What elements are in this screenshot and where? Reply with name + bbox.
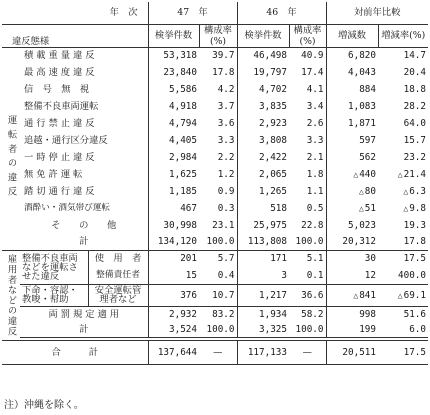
rate-header: 増減率(%): [378, 24, 428, 47]
negative-mark: △: [353, 290, 359, 300]
count47-cell: 53,318: [148, 47, 199, 64]
ratio47-cell: 23.1: [212, 220, 235, 231]
comparison-header: 対前年比較: [326, 2, 428, 24]
count46-cell: 1,934: [237, 306, 289, 322]
rate-cell: [378, 200, 428, 217]
rate-value: 17.5: [403, 253, 426, 265]
count46-cell: 25,975: [237, 217, 289, 234]
ratio47-header: 構成率(%): [199, 24, 237, 47]
negative-mark: △: [358, 187, 364, 196]
employer-subgroup-label: 下命・容認・教唆・幇助: [20, 284, 88, 306]
diff-value: 1,083: [348, 101, 376, 112]
count47-cell: 4,918: [148, 98, 199, 115]
table-row: [2, 166, 428, 183]
ratio47-cell: 0.3: [217, 203, 235, 214]
rate-cell: [378, 217, 428, 234]
rate-value: 9.8: [409, 203, 426, 214]
rate-cell: [378, 306, 428, 322]
rate-value: 64.0: [403, 118, 426, 129]
employer-subgroup-label: 整備不良車両などを運転させた違反: [22, 252, 78, 282]
count46-cell: 171: [237, 250, 289, 267]
count46-cell: 3,808: [237, 132, 289, 149]
rate-value: 15.7: [403, 135, 426, 146]
row-label: 一 時 停 止 違 反: [24, 152, 95, 163]
table-row: [2, 306, 428, 322]
ratio46-cell: 22.8: [301, 220, 324, 231]
row-label: 計: [20, 234, 148, 250]
table-row: [2, 217, 428, 234]
diff-value: 562: [359, 152, 376, 163]
table-row: [2, 132, 428, 149]
rate-value: 23.2: [403, 152, 426, 163]
rate-value: 6.0: [409, 323, 426, 335]
employer-group-label: 雇用者などの違反: [2, 250, 20, 340]
ratio47-cell: 39.7: [212, 50, 235, 62]
rate-value: 400.0: [398, 269, 426, 281]
row-label: 整備責任者: [88, 267, 148, 284]
count46-cell: 3,835: [237, 98, 289, 115]
ratio47-cell: 3.3: [217, 135, 235, 146]
row-label: そ の 他: [51, 220, 117, 231]
diff-cell: [326, 306, 378, 322]
ratio46-cell: 0.1: [289, 267, 326, 284]
row-label: 使 用 者: [88, 250, 148, 267]
row-label: 安全運転管理者など: [88, 284, 148, 306]
rate-value: 17.8: [403, 236, 426, 248]
count47-cell: 5,586: [148, 81, 199, 98]
ratio46-cell: 17.4: [301, 67, 324, 78]
row-label: 最 高 速 度 違 反: [24, 67, 95, 78]
year-header-label: 年 次: [2, 2, 148, 24]
diff-value: 6,820: [348, 50, 376, 62]
count47-cell: 23,840: [148, 64, 199, 81]
ratio47-cell: 1.2: [217, 169, 235, 180]
count47-cell: 30,998: [148, 217, 199, 234]
count46-cell: 1,217: [237, 284, 289, 306]
row-label: 通 行 禁 止 違 反: [24, 118, 95, 129]
diff-cell: [326, 217, 378, 234]
rate-cell: [378, 98, 428, 115]
diff-cell: [326, 183, 378, 200]
rate-cell: [378, 47, 428, 64]
count47-cell: 1,625: [148, 166, 199, 183]
rate-cell: [378, 115, 428, 132]
count46-cell: 3: [237, 267, 289, 284]
total-ratio46-cell: —: [289, 340, 326, 364]
statistics-table-container: [2, 2, 428, 365]
count47-cell: 3,524: [148, 322, 199, 337]
diff-value: 30: [364, 253, 376, 265]
count47-cell: 4,794: [148, 115, 199, 132]
ratio46-cell: 1.8: [306, 169, 324, 180]
row-label: 酒酔い・酒気帯び運転: [24, 203, 110, 213]
diff-cell: [326, 166, 378, 183]
table-row: [2, 98, 428, 115]
rate-cell: [378, 149, 428, 166]
diff-header: 増減数: [326, 24, 378, 47]
ratio47-cell: 100.0: [199, 234, 237, 250]
count47-cell: 2,984: [148, 149, 199, 166]
total-count46-cell: 117,133: [237, 340, 289, 364]
table-row-subtotal: [2, 234, 428, 250]
diff-cell: [326, 200, 378, 217]
row-label: 積 載 重 量 違 反: [24, 50, 95, 62]
ratio47-cell: 3.6: [217, 118, 235, 129]
diff-value: 597: [359, 135, 376, 146]
rate-cell: [378, 322, 428, 337]
diff-cell: [326, 81, 378, 98]
driver-group-label: 運転者の違反: [2, 47, 20, 250]
ratio46-cell: 100.0: [289, 322, 326, 337]
rate-cell: [378, 64, 428, 81]
ratio46-cell: 1.1: [306, 186, 324, 197]
grand-total-row: [2, 340, 428, 364]
diff-cell: [326, 234, 378, 250]
count46-cell: 2,065: [237, 166, 289, 183]
diff-cell: [326, 250, 378, 267]
negative-mark: △: [397, 170, 403, 179]
count47-cell: 134,120: [148, 234, 199, 250]
count46-header: 検挙件数: [237, 24, 289, 47]
rate-value: 6.3: [409, 186, 426, 197]
diff-value: 1,871: [348, 118, 376, 129]
ratio46-cell: 0.5: [306, 203, 324, 214]
diff-value: 5,023: [348, 220, 376, 231]
diff-value: 440: [359, 169, 376, 180]
row-label: 無 免 許 運 転: [24, 169, 83, 180]
rate-cell: [378, 284, 428, 306]
negative-mark: △: [397, 290, 403, 300]
row-label: 追越・通行区分違反: [24, 135, 108, 146]
table-row: [2, 115, 428, 132]
diff-value: 80: [364, 186, 376, 197]
negative-mark: △: [403, 204, 409, 213]
year46-header: 46 年: [237, 2, 326, 24]
table-row: [2, 64, 428, 81]
table-row: [2, 183, 428, 200]
total-count47-cell: 137,644: [148, 340, 199, 364]
ratio47-cell: 0.4: [199, 267, 237, 284]
count47-header: 検挙件数: [148, 24, 199, 47]
diff-cell: [326, 98, 378, 115]
row-label: 両 罰 規 定 適 用: [48, 308, 120, 320]
rate-value: 14.7: [403, 50, 426, 62]
rate-value: 21.4: [403, 169, 426, 180]
ratio47-cell: 0.9: [217, 186, 235, 197]
rate-value: 28.2: [403, 101, 426, 112]
count46-cell: 1,265: [237, 183, 289, 200]
row-label: 整備不良車両運転: [24, 101, 99, 112]
negative-mark: △: [353, 170, 359, 179]
row-label: 踏 切 通 行 違 反: [24, 186, 95, 197]
rate-cell: [378, 234, 428, 250]
rate-cell: [378, 166, 428, 183]
count46-cell: 518: [237, 200, 289, 217]
table-row: [2, 47, 428, 64]
ratio47-cell: 17.8: [212, 67, 235, 78]
ratio47-cell: 100.0: [199, 322, 237, 337]
count47-cell: 376: [148, 284, 199, 306]
table-row: [2, 200, 428, 217]
table-row: [2, 284, 428, 306]
total-ratio47-cell: —: [199, 340, 237, 364]
rate-value: 20.4: [403, 67, 426, 78]
diff-value: 12: [364, 269, 376, 281]
ratio47-cell: 2.2: [217, 152, 235, 163]
rate-cell: [378, 250, 428, 267]
violation-statistics-table: [2, 2, 428, 365]
table-row: [2, 250, 428, 267]
rate-cell: [378, 81, 428, 98]
header-row-years: [2, 2, 428, 24]
count46-cell: 113,808: [237, 234, 289, 250]
grand-total-label: 合 計: [2, 340, 148, 364]
ratio46-cell: 2.6: [306, 118, 324, 129]
rate-value: 51.6: [403, 308, 426, 320]
ratio47-cell: 10.7: [199, 284, 237, 306]
diff-cell: [326, 267, 378, 284]
count47-cell: 1,185: [148, 183, 199, 200]
diff-cell: [326, 64, 378, 81]
table-row: [2, 149, 428, 166]
ratio47-cell: 4.2: [217, 84, 235, 95]
ratio47-cell: 5.7: [217, 253, 235, 265]
row-label: 信 号 無 視: [24, 84, 90, 95]
diff-value: 4,043: [348, 67, 376, 78]
count46-cell: 46,498: [237, 47, 289, 64]
diff-cell: [326, 115, 378, 132]
ratio46-cell: 4.1: [306, 84, 324, 95]
table-row-subtotal: [2, 322, 428, 337]
ratio46-cell: 58.2: [301, 308, 324, 320]
count47-cell: 201: [148, 250, 199, 267]
count47-cell: 4,405: [148, 132, 199, 149]
diff-value: 199: [359, 323, 376, 335]
total-diff-cell: 20,511: [326, 340, 378, 364]
diff-cell: [326, 284, 378, 306]
count46-cell: 3,325: [237, 322, 289, 337]
rate-cell: [378, 183, 428, 200]
ratio46-cell: 5.1: [306, 253, 324, 265]
ratio46-cell: 3.4: [306, 101, 324, 112]
diff-value: 998: [359, 308, 376, 320]
count46-cell: 2,422: [237, 149, 289, 166]
rate-value: 19.3: [403, 220, 426, 231]
diff-value: 20,312: [342, 236, 376, 248]
total-rate-cell: 17.5: [378, 340, 428, 364]
footnote: 注）沖縄を除く。: [4, 400, 84, 411]
diff-cell: [326, 322, 378, 337]
ratio46-cell: 3.3: [306, 135, 324, 146]
diff-cell: [326, 47, 378, 64]
header-row-columns: [2, 24, 428, 47]
count46-cell: 2,923: [237, 115, 289, 132]
row-label: 計: [20, 322, 148, 337]
rate-cell: [378, 132, 428, 149]
diff-cell: [326, 149, 378, 166]
table-row: [2, 81, 428, 98]
year47-header: 47 年: [148, 2, 237, 24]
rate-cell: [378, 267, 428, 284]
count46-cell: 4,702: [237, 81, 289, 98]
count47-cell: 15: [148, 267, 199, 284]
diff-value: 51: [364, 203, 376, 214]
ratio46-cell: 36.6: [289, 284, 326, 306]
ratio47-cell: 3.7: [217, 101, 235, 112]
count47-cell: 2,932: [148, 306, 199, 322]
negative-mark: △: [358, 204, 364, 213]
ratio46-cell: 2.1: [306, 152, 324, 163]
rate-value: 69.1: [403, 289, 426, 301]
diff-value: 884: [359, 84, 376, 95]
negative-mark: △: [403, 187, 409, 196]
ratio46-cell: 40.9: [301, 50, 324, 62]
ratio47-cell: 83.2: [212, 308, 235, 320]
rate-value: 18.8: [403, 84, 426, 95]
count47-cell: 467: [148, 200, 199, 217]
diff-cell: [326, 132, 378, 149]
diff-value: 841: [359, 289, 376, 301]
ratio46-header: 構成率(%): [289, 24, 326, 47]
ratio46-cell: 100.0: [289, 234, 326, 250]
count46-cell: 19,797: [237, 64, 289, 81]
violation-type-header: 違反態様: [2, 24, 148, 47]
